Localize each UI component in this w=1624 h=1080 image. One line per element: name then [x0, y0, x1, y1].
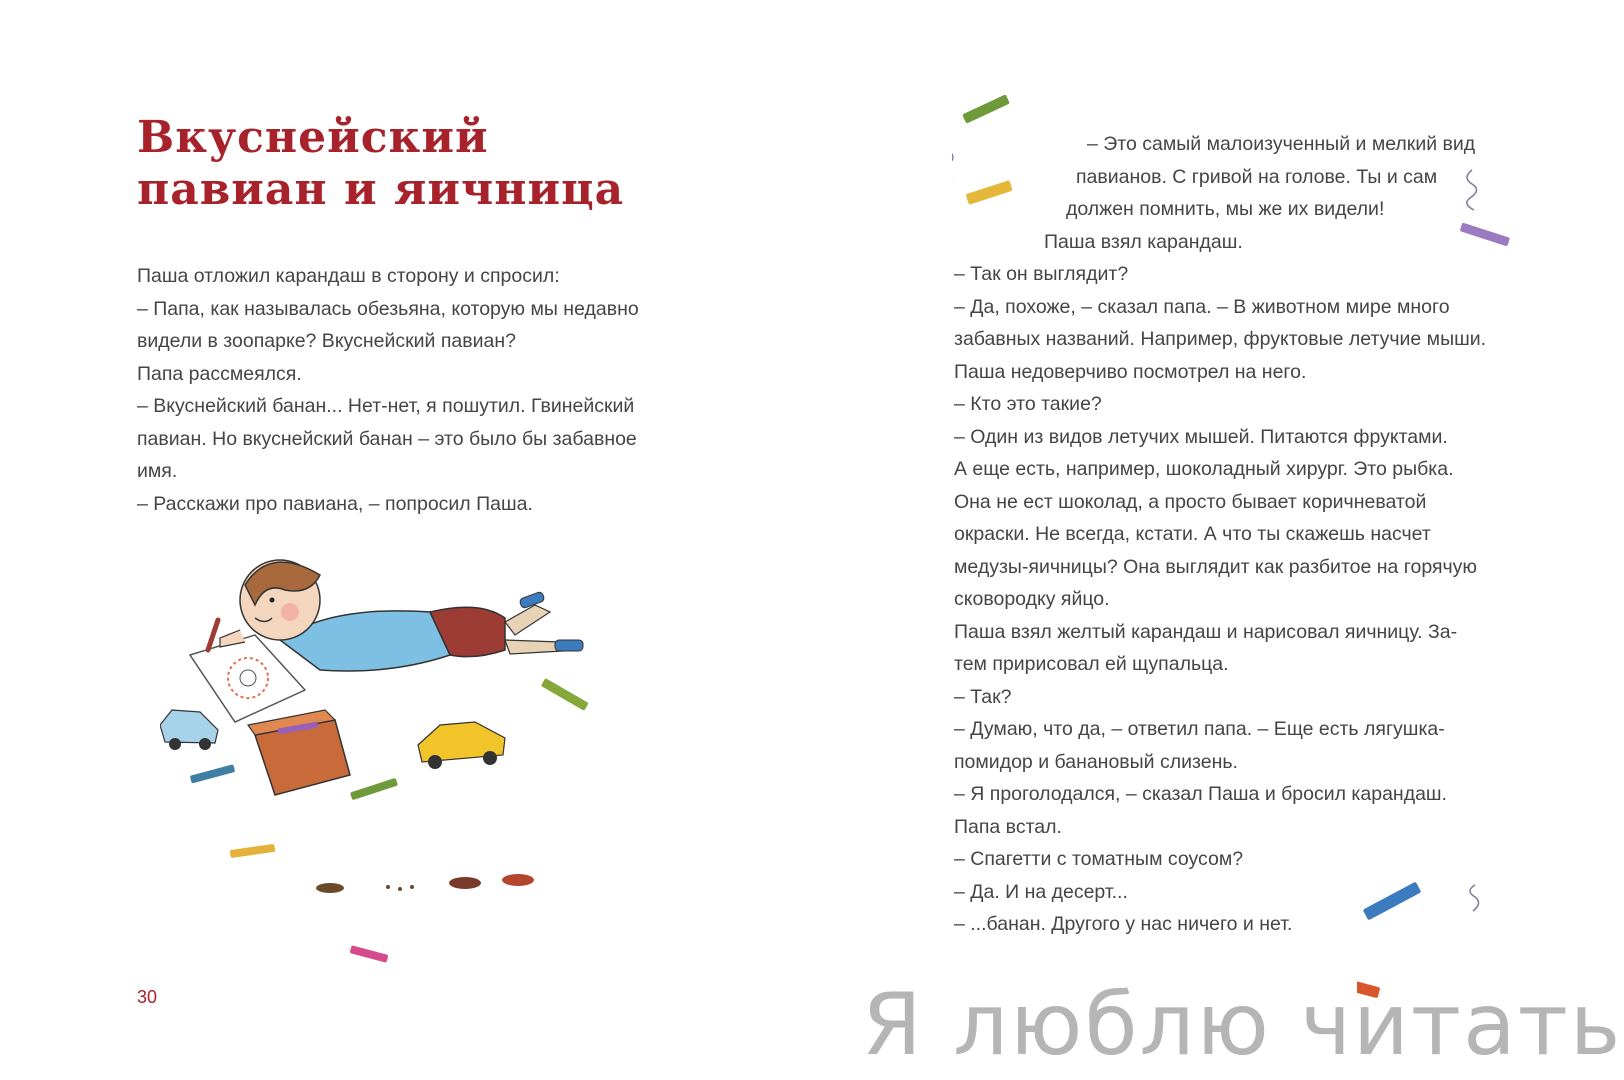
toy-car-icon: [160, 710, 218, 750]
text-line: Паша взял карандаш.: [1044, 230, 1243, 253]
box-icon: [248, 710, 350, 795]
text-line: – ...банан. Другого у нас ничего и нет.: [954, 913, 1293, 935]
chapter-title-line2: павиан и яичница: [137, 164, 625, 215]
pencil-icon: [190, 764, 236, 783]
right-text-block: [954, 128, 1486, 941]
text-line: забавных названий. Например, фруктовые летучие мыши.: [954, 328, 1487, 350]
text-line: Паша отложил карандаш в сторону и спросил:: [137, 265, 560, 287]
text-line: – Я проголодался, – сказал Паша и бросил карандаш.: [954, 783, 1447, 805]
text-line: – Да, похоже, – сказал папа. – В животном мире много: [954, 295, 1450, 318]
text-line: имя.: [137, 460, 178, 482]
text-line: Папа встал.: [954, 815, 1062, 838]
page-number: 30: [137, 987, 158, 1007]
left-text-block: [137, 260, 639, 520]
text-line: Папа рассмеялся.: [137, 362, 302, 385]
text-line: – Так он выглядит?: [954, 263, 1129, 285]
text-line: – Спагетти с томатным соусом?: [954, 848, 1244, 870]
text-line: А еще есть, например, шоколадный хирург. Это рыбка.: [954, 458, 1454, 480]
text-line: должен помнить, мы же их видели!: [1066, 198, 1385, 220]
text-line: Паша взял желтый карандаш и нарисовал яичницу. За-: [954, 620, 1458, 643]
text-line: Она не ест шоколад, а просто бывает коричневатой: [954, 490, 1427, 513]
boy-drawing-illustration: [160, 550, 620, 1010]
text-line: медузы-яичницы? Она выглядит как разбитое на горячую: [954, 555, 1478, 578]
text-line: помидор и банановый слизень.: [954, 750, 1238, 773]
text-line: – Думаю, что да, – ответил папа. – Еще есть лягушка-: [954, 718, 1445, 740]
text-line: – Один из видов летучих мышей. Питаются фруктами.: [954, 425, 1448, 448]
right-page: [812, 0, 1624, 1080]
text-line: Паша недоверчиво посмотрел на него.: [954, 360, 1307, 383]
text-line: видели в зоопарке? Вкуснейский павиан?: [137, 330, 516, 352]
pencil-icon: [350, 945, 389, 963]
text-line: окраски. Не всегда, кстати. А что ты скажешь насчет: [954, 523, 1431, 545]
chapter-title: [137, 112, 624, 216]
text-line: – Вкуснейский банан... Нет-нет, я пошутил. Гвинейский: [137, 395, 635, 417]
pencil-shavings: [316, 874, 534, 893]
pencil-icon: [230, 844, 276, 858]
text-line: – Кто это такие?: [954, 393, 1102, 415]
pencil-icon: [541, 678, 589, 711]
toy-car-icon: [418, 722, 505, 769]
text-line: тем пририсовал ей щупальца.: [954, 653, 1229, 675]
text-line: – Так?: [954, 685, 1012, 708]
pencil-icon: [350, 778, 398, 800]
text-line: – Папа, как называлась обезьяна, которую мы недавно: [137, 297, 639, 320]
chapter-title-line1: Вкуснейский: [137, 112, 489, 163]
text-line: сковородку яйцо.: [954, 588, 1110, 610]
text-line: павианов. С гривой на голове. Ты и сам: [1076, 165, 1438, 188]
watermark: Я люблю читать: [862, 975, 1623, 1075]
text-line: – Это самый малоизученный и мелкий вид: [1087, 133, 1476, 155]
text-line: – Да. И на десерт...: [954, 880, 1128, 903]
text-line: – Расскажи про павиана, – попросил Паша.: [137, 492, 533, 515]
text-line: павиан. Но вкуснейский банан – это было бы забавное: [137, 427, 637, 450]
